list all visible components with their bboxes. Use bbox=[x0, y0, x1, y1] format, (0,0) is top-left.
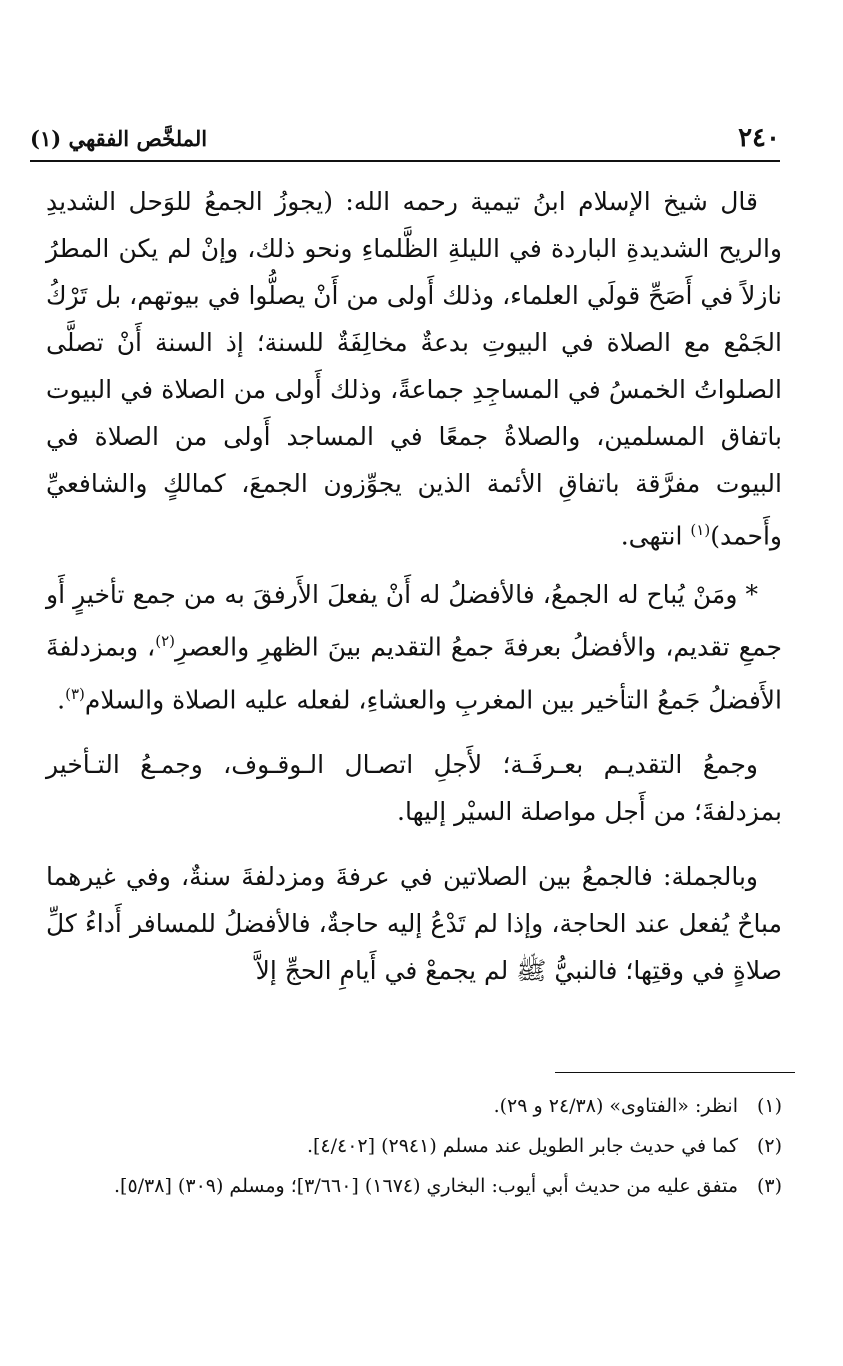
paragraph-2-start: * ومَنْ يُباح له الجمعُ، فالأفضلُ له أَنْ يفعلَ الأَرفقَ به من جمع تأخيرٍ أَو جمعِ تقديم، والأفضلُ بعرفةَ جمعُ التقديم بينَ الظهرِ والعصرِ bbox=[46, 580, 783, 662]
footnote-1-text: انظر: «الفتاوى» (٢٤/٣٨ و ٢٩). bbox=[493, 1095, 738, 1117]
page-number: ٢٤٠ bbox=[738, 123, 780, 153]
paragraph-3-text: وجمعُ التقديـم بعـرفَـة؛ لأَجلِ اتصـال الـوقـوف، وجمـعُ التـأخير بمزدلفةَ؛ من أَجل مواصلة السيْر إليها. bbox=[46, 749, 782, 826]
paragraph-quote bbox=[46, 178, 782, 559]
paragraph-combining-preference bbox=[46, 571, 782, 723]
paragraph-summary bbox=[46, 853, 782, 994]
footnote-3 bbox=[46, 1166, 782, 1206]
footnote-marker-1: (١) bbox=[690, 521, 711, 539]
paragraph-2-middle: ، وبمزدلفةَ الأَفضلُ جَمعُ التأخير بين المغربِ والعشاءِ، لفعله عليه الصلاة والسلام bbox=[46, 632, 782, 714]
main-text bbox=[46, 178, 782, 994]
footnote-2-number: (٢) bbox=[756, 1135, 782, 1157]
footnote-3-text: متفق عليه من حديث أبي أيوب: البخاري (١٦٧٤) [٣/٦٦٠]؛ ومسلم (٣٠٩) [٥/٣٨]. bbox=[114, 1175, 738, 1197]
page-header bbox=[30, 118, 780, 162]
paragraph-arafah-muzdalifah bbox=[46, 741, 782, 835]
footnote-marker-3: (٣) bbox=[65, 684, 85, 703]
paragraph-1-text: قال شيخ الإسلام ابنُ تيمية رحمه الله: (يجوزُ الجمعُ للوَحل الشديدِ والريح الشديدةِ الباردة في الليلةِ الظَّلماءِ ونحو ذلك، وإنْ لم يكن المطرُ نازلاً في أَصَحِّ قولَي العلماء، وذلك أَولى من أَنْ يصلُّوا في بيوتهم، بل تَرْكُ الجَمْع مع الصلاة في البيوتِ بدعةٌ مخالِفَةٌ للسنة؛ إذ السنة أَنْ تصلَّى الصلواتُ الخمسُ في المساجِدِ جماعةً، وذلك أَولى من الصلاة في البيوت باتفاق المسلمين، والصلاةُ جمعًا في المساجد أَولى من الصلاة في البيوت مفرَّقة باتفاقِ الأئمة الذين يجوِّزون الجمعَ، كمالكٍ والشافعيِّ وأَحمد) bbox=[46, 187, 783, 551]
paragraph-2-end: . bbox=[57, 684, 66, 714]
paragraph-1-end: انتهى. bbox=[620, 521, 683, 551]
footnote-marker-2: (٢) bbox=[155, 632, 176, 651]
footnote-3-number: (٣) bbox=[756, 1175, 782, 1197]
footnote-1 bbox=[46, 1086, 782, 1126]
running-title: الملخَّص الفقهي (١) bbox=[30, 126, 208, 151]
footnote-2 bbox=[46, 1126, 782, 1166]
footnote-divider bbox=[555, 1072, 795, 1073]
footnotes-section bbox=[46, 1086, 782, 1206]
paragraph-4-text: وبالجملة: فالجمعُ بين الصلاتين في عرفةَ ومزدلفةَ سنةٌ، وفي غيرهما مباحٌ يُفعل عند الحاجة، وإذا لم تَدْعُ إليه حاجةٌ، فالأفضلُ للمسافر أَداءُ كلِّ صلاةٍ في وقتِها؛ فالنبيُّ ﷺ لم يجمعْ في أَيامِ الحجِّ إلاَّ bbox=[46, 861, 782, 985]
footnote-2-text: كما في حديث جابر الطويل عند مسلم (٢٩٤١) [٤/٤٠٢]. bbox=[306, 1135, 738, 1157]
footnote-1-number: (١) bbox=[756, 1095, 782, 1117]
